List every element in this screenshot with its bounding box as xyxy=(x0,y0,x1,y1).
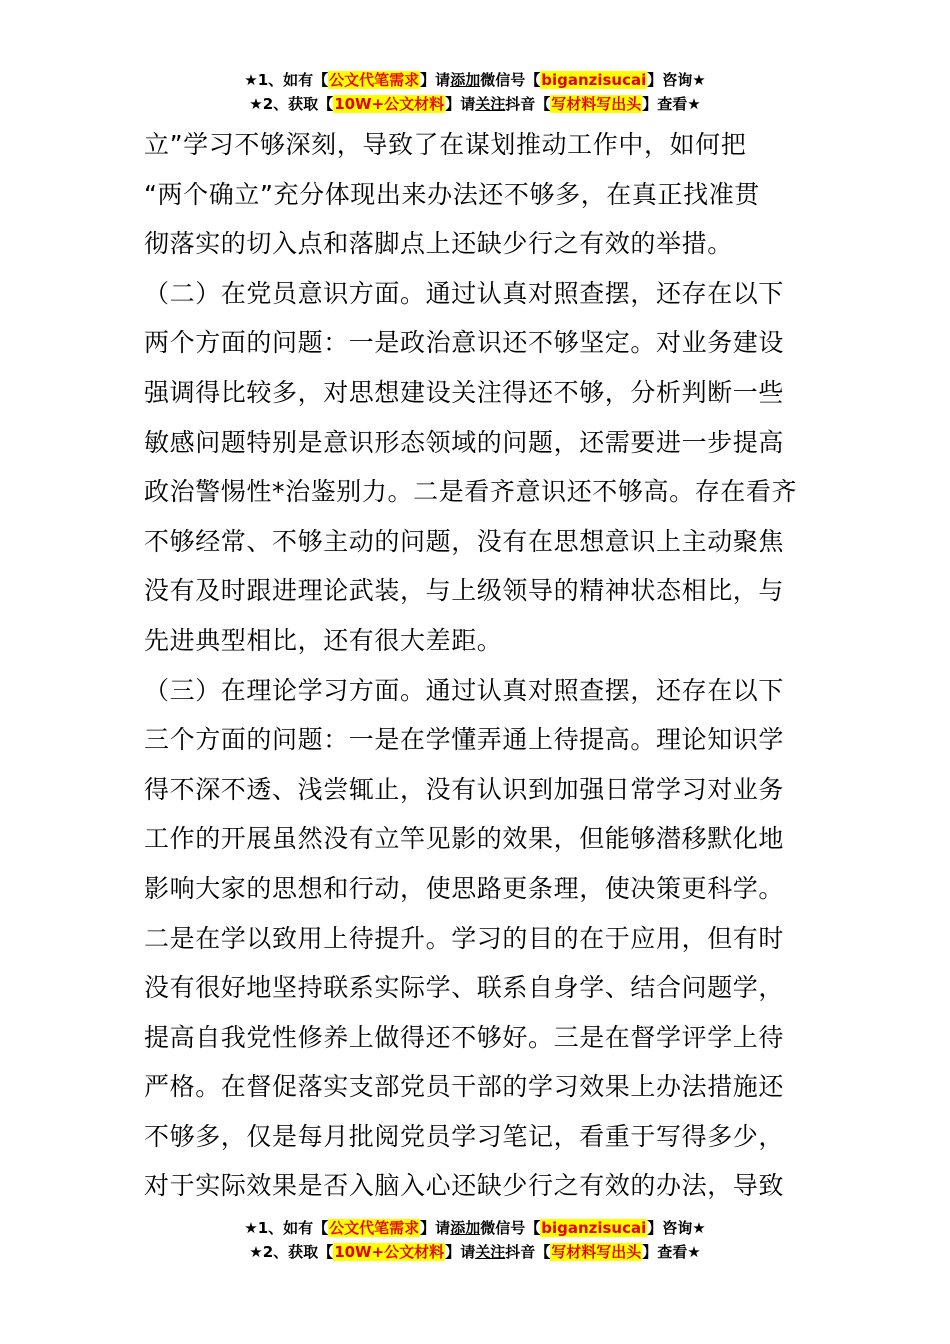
promo-text: 】咨询★ xyxy=(647,1219,706,1237)
footer-promo-line-1 xyxy=(0,1216,950,1240)
promo-text: 抖音【 xyxy=(505,1243,551,1261)
footer-promo-line-2 xyxy=(0,1240,950,1264)
body-line: 三个方面的问题：一是在学懂弄通上待提高。理论知识学 xyxy=(144,725,785,755)
body-line: 敏感问题特别是意识形态领域的问题，还需要进一步提高 xyxy=(144,427,785,457)
promo-underline: 关注 xyxy=(475,95,506,113)
body-line: 不够多，仅是每月批阅党员学习笔记，看重于写得多少， xyxy=(144,1121,785,1151)
header-promo xyxy=(0,68,950,116)
promo-text: 抖音【 xyxy=(505,95,551,113)
body-line: 得不深不透、浅尝辄止，没有认识到加强日常学习对业务 xyxy=(144,774,785,804)
promo-text: 微信号【 xyxy=(480,1219,541,1237)
promo-text: ★1、如有【 xyxy=(244,71,329,89)
promo-highlight-douyin: 写材料写出头 xyxy=(551,1243,642,1261)
body-line: 工作的开展虽然没有立竿见影的效果，但能够潜移默化地 xyxy=(144,824,785,854)
body-line: 对于实际效果是否入脑入心还缺少行之有效的办法，导致 xyxy=(144,1171,785,1201)
promo-text: 】咨询★ xyxy=(647,71,706,89)
promo-highlight-douyin: 写材料写出头 xyxy=(551,95,642,113)
promo-text: ★2、获取【 xyxy=(249,1243,334,1261)
promo-highlight-materials: 10W+公文材料 xyxy=(334,1243,445,1261)
body-line: 不够经常、不够主动的问题，没有在思想意识上主动聚焦 xyxy=(144,526,785,556)
body-line: （二）在党员意识方面。通过认真对照查摆，还存在以下 xyxy=(144,278,785,308)
promo-highlight-service: 公文代笔需求 xyxy=(329,1219,420,1237)
body-line: （三）在理论学习方面。通过认真对照查摆，还存在以下 xyxy=(144,675,785,705)
body-line: 提高自我党性修养上做得还不够好。三是在督学评学上待 xyxy=(144,1022,785,1052)
promo-underline: 添加 xyxy=(450,71,481,89)
body-line: 立”学习不够深刻，导致了在谋划推动工作中，如何把 xyxy=(144,130,747,159)
body-line: 政治警惕性*治鉴别力。二是看齐意识还不够高。存在看齐 xyxy=(144,477,798,507)
body-line: 彻落实的切入点和落脚点上还缺少行之有效的举措。 xyxy=(144,229,733,259)
promo-highlight-wechat-id: biganzisucai xyxy=(541,1219,647,1237)
document-body xyxy=(144,120,814,1211)
promo-text: 】请 xyxy=(420,71,451,89)
body-line: 没有及时跟进理论武装，与上级领导的精神状态相比，与 xyxy=(144,576,785,606)
promo-text: 】请 xyxy=(420,1219,451,1237)
promo-text: 】请 xyxy=(445,1243,476,1261)
promo-text: ★2、获取【 xyxy=(249,95,334,113)
body-line: 二是在学以致用上待提升。学习的目的在于应用，但有时 xyxy=(144,923,785,953)
promo-highlight-materials: 10W+公文材料 xyxy=(334,95,445,113)
body-line: 严格。在督促落实支部党员干部的学习效果上办法措施还 xyxy=(144,1072,785,1102)
body-line: 两个方面的问题：一是政治意识还不够坚定。对业务建设 xyxy=(144,328,785,358)
promo-text: 】查看★ xyxy=(642,1243,701,1261)
body-line: “两个确立”充分体现出来办法还不够多，在真正找准贯 xyxy=(144,179,760,209)
footer-promo xyxy=(0,1216,950,1264)
body-line: 先进典型相比，还有很大差距。 xyxy=(144,625,503,655)
promo-underline: 关注 xyxy=(475,1243,506,1261)
header-promo-line-1 xyxy=(0,68,950,92)
promo-highlight-service: 公文代笔需求 xyxy=(329,71,420,89)
promo-underline: 添加 xyxy=(450,1219,481,1237)
header-promo-line-2 xyxy=(0,92,950,116)
promo-text: 】请 xyxy=(445,95,476,113)
promo-text: ★1、如有【 xyxy=(244,1219,329,1237)
body-line: 影响大家的思想和行动，使思路更条理，使决策更科学。 xyxy=(144,873,785,903)
promo-highlight-wechat-id: biganzisucai xyxy=(541,71,647,89)
promo-text: 微信号【 xyxy=(480,71,541,89)
body-line: 强调得比较多，对思想建设关注得还不够，分析判断一些 xyxy=(144,377,785,407)
body-line: 没有很好地坚持联系实际学、联系自身学、结合问题学， xyxy=(144,973,785,1003)
promo-text: 】查看★ xyxy=(642,95,701,113)
